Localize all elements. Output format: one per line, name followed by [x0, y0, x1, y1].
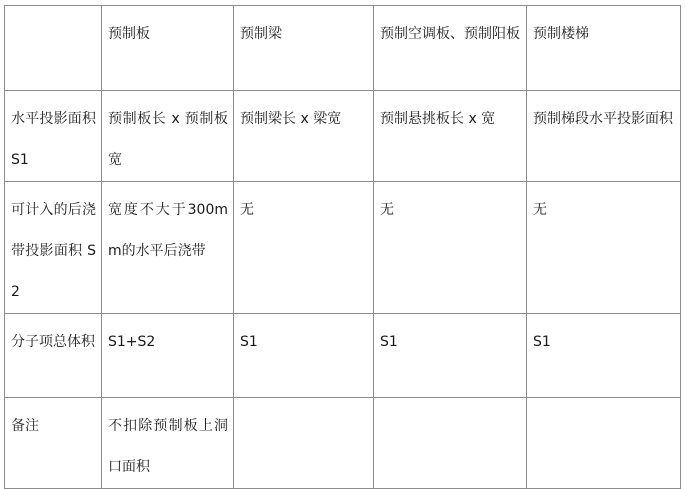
cell-stair-total: S1: [527, 314, 681, 398]
row-label-total-volume: 分子项总体积: [5, 314, 102, 398]
cell-cantilever-total: S1: [374, 314, 527, 398]
cell-cantilever-remarks: [374, 398, 527, 489]
cell-beam-total: S1: [234, 314, 374, 398]
header-precast-ac-balcony-slab: 预制空调板、预制阳板: [374, 6, 527, 91]
cell-beam-s2: 无: [234, 182, 374, 314]
cell-stair-remarks: [527, 398, 681, 489]
cell-cantilever-s2: 无: [374, 182, 527, 314]
header-precast-stair: 预制楼梯: [527, 6, 681, 91]
table-row: [5, 182, 681, 314]
cell-slab-s2: 宽度不大于300mm的水平后浇带: [102, 182, 234, 314]
row-label-remarks: 备注: [5, 398, 102, 489]
cell-slab-total: S1+S2: [102, 314, 234, 398]
cell-beam-s1: 预制梁长 x 梁宽: [234, 91, 374, 182]
row-label-horizontal-projection-area: 水平投影面积 S1: [5, 91, 102, 182]
header-precast-slab: 预制板: [102, 6, 234, 91]
table-header-row: [5, 6, 681, 91]
table-row: [5, 398, 681, 489]
cell-stair-s2: 无: [527, 182, 681, 314]
header-precast-beam: 预制梁: [234, 6, 374, 91]
table-row: [5, 314, 681, 398]
cell-cantilever-s1: 预制悬挑板长 x 宽: [374, 91, 527, 182]
cell-slab-s1: 预制板长 x 预制板宽: [102, 91, 234, 182]
cell-beam-remarks: [234, 398, 374, 489]
cell-stair-s1: 预制梯段水平投影面积: [527, 91, 681, 182]
table-row: [5, 91, 681, 182]
header-corner-cell: [5, 6, 102, 91]
cell-slab-remarks: 不扣除预制板上洞口面积: [102, 398, 234, 489]
precast-area-table: [4, 5, 681, 489]
row-label-post-cast-strip-area: 可计入的后浇带投影面积 S2: [5, 182, 102, 314]
